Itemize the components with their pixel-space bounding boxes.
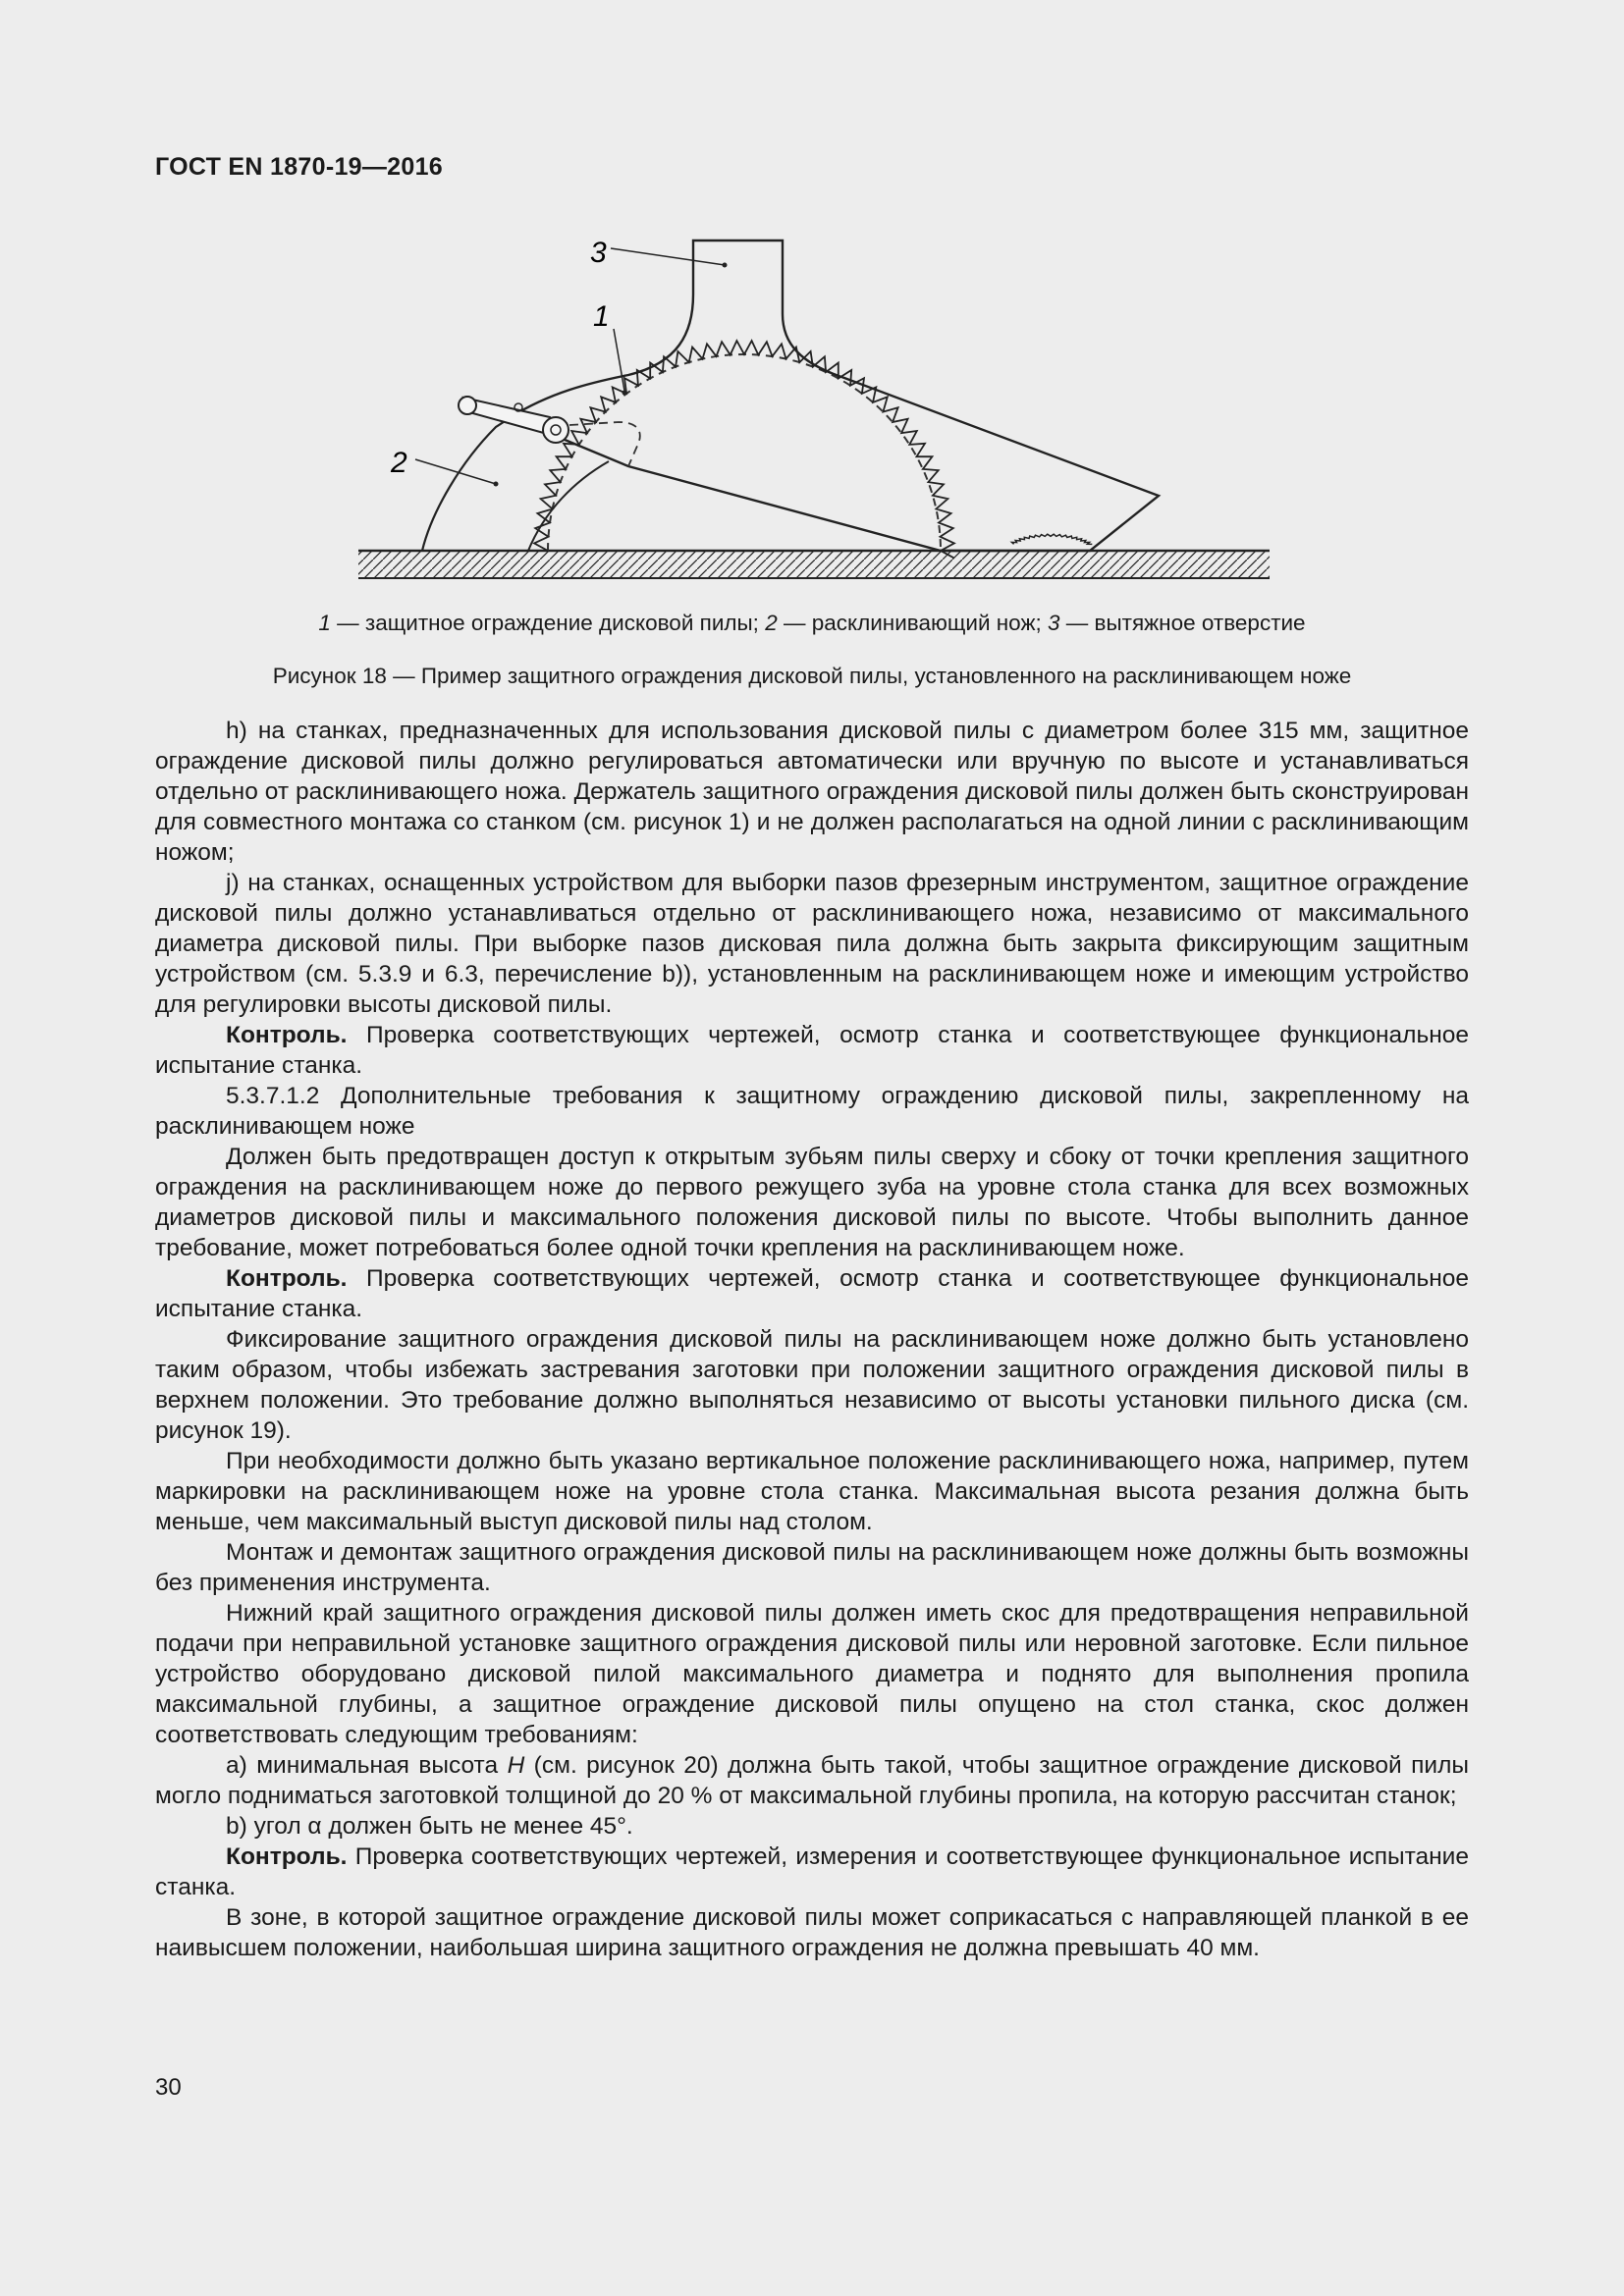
legend-num-2: 2 (765, 611, 778, 635)
figure-18-drawing (349, 228, 1281, 591)
control-label: Контроль. (226, 1843, 348, 1870)
callout-3: 3 (590, 237, 607, 269)
paragraph-a (155, 1750, 1469, 1811)
figure-legend (155, 611, 1469, 636)
control-label: Контроль. (226, 1265, 348, 1292)
control-label: Контроль. (226, 1022, 348, 1048)
paragraph-a-text-2: (см. рисунок 20) должна быть такой, чтобы защитное ограждение дисковой пилы могло подниматься заготовкой толщиной до 20 % от максимальной глубины пропила, на которую рассчитан станок; (155, 1752, 1469, 1809)
control-text: Проверка соответствующих чертежей, осмотр станка и соответствующее функциональное испытание станка. (155, 1022, 1469, 1079)
riving-knife-inner (528, 461, 609, 551)
paragraph-lower-edge: Нижний край защитного ограждения дисковой пилы должен иметь скос для предотвращения неправильной подачи при неправильной установке защитного ограждения дисковой пилы или неровной заготовке. Если пильное устройство оборудовано дисковой пилой максимального диаметра и поднято для выполнения пропила максимальной глубины, а защитное ограждение дисковой пилы опущено на стол станка, скос должен соответствовать следующим требованиям: (155, 1600, 1469, 1748)
saw-guard (511, 240, 1159, 551)
machine-table (358, 551, 1270, 578)
paragraph-section-heading: 5.3.7.1.2 Дополнительные требования к защитному ограждению дисковой пилы, закрепленному на расклинивающем ноже (155, 1083, 1469, 1140)
saw-teeth-small (1012, 534, 1093, 544)
legend-text-2: — расклинивающий нож; (777, 611, 1048, 635)
saw-blade-outline (548, 354, 941, 551)
guard-holder (459, 397, 640, 466)
page-number: 30 (155, 2074, 182, 2101)
legend-num-1: 1 (318, 611, 331, 635)
callout-1: 1 (593, 300, 610, 333)
paragraph-control-1 (155, 1020, 1469, 1081)
paragraph-j: j) на станках, оснащенных устройством для выборки пазов фрезерным инструментом, защитное ограждение дисковой пилы должно устанавливаться отдельно от расклинивающего ножа, независимо от максимального диаметра дисковой пилы. При выборке пазов дисковая пила должна быть закрыта фиксирующим защитным устройством (см. 5.3.9 и 6.3, перечисление b)), установленным на расклинивающем ноже и имеющим устройство для регулировки высоты дисковой пилы. (155, 870, 1469, 1018)
document-header: ГОСТ EN 1870-19—2016 (155, 153, 443, 181)
paragraph-vertical-position: При необходимости должно быть указано вертикальное положение расклинивающего ножа, например, путем маркировки на расклинивающем ноже на уровне стола станка. Максимальная высота резания должна быть меньше, чем максимальный выступ дисковой пилы над столом. (155, 1448, 1469, 1535)
legend-text-1: — защитное ограждение дисковой пилы; (330, 611, 766, 635)
legend-num-3: 3 (1048, 611, 1060, 635)
control-text: Проверка соответствующих чертежей, измерения и соответствующее функциональное испытание станка. (155, 1843, 1469, 1900)
callout-2: 2 (391, 447, 407, 479)
paragraph-fixing: Фиксирование защитного ограждения дисковой пилы на расклинивающем ноже должно быть установлено таким образом, чтобы избежать застревания заготовки при положении защитного ограждения дисковой пилы в верхнем положении. Это требование должно выполняться независимо от высоты установки пильного диска (см. рисунок 19). (155, 1326, 1469, 1444)
figure-caption: Рисунок 18 — Пример защитного ограждения дисковой пилы, установленного на расклинивающем ноже (272, 664, 1352, 688)
variable-h: H (507, 1752, 525, 1779)
paragraph-guide-zone: В зоне, в которой защитное ограждение дисковой пилы может соприкасаться с направляющей планкой в ее наивысшем положении, наибольшая ширина защитного ограждения не должна превышать 40 мм. (155, 1904, 1469, 1961)
legend-text-3: — вытяжное отверстие (1059, 611, 1306, 635)
paragraph-control-3 (155, 1842, 1469, 1902)
riving-knife (422, 412, 518, 551)
body-text (155, 716, 1469, 1963)
control-text: Проверка соответствующих чертежей, осмотр станка и соответствующее функциональное испытание станка. (155, 1265, 1469, 1322)
paragraph-b: b) угол α должен быть не менее 45°. (226, 1813, 633, 1840)
paragraph-control-2 (155, 1263, 1469, 1324)
paragraph-access: Должен быть предотвращен доступ к открытым зубьям пилы сверху и сбоку от точки крепления защитного ограждения на расклинивающем ноже до первого режущего зуба на уровне стола станка для всех возможных диаметров дисковой пилы и максимального положения дисковой пилы по высоте. Чтобы выполнить данное требование, может потребоваться более одной точки крепления на расклинивающем ноже. (155, 1144, 1469, 1261)
paragraph-h: h) на станках, предназначенных для использования дисковой пилы с диаметром более 315 мм, защитное ограждение дисковой пилы должно регулироваться автоматически или вручную по высоте и устанавливаться отдельно от расклинивающего ножа. Держатель защитного ограждения дисковой пилы должен быть сконструирован для совместного монтажа со станком (см. рисунок 1) и не должен располагаться на одной линии с расклинивающим ножом; (155, 718, 1469, 866)
paragraph-mounting: Монтаж и демонтаж защитного ограждения дисковой пилы на расклинивающем ноже должны быть возможны без применения инструмента. (155, 1539, 1469, 1596)
paragraph-a-text: a) минимальная высота (226, 1752, 508, 1779)
saw-teeth (534, 341, 954, 558)
